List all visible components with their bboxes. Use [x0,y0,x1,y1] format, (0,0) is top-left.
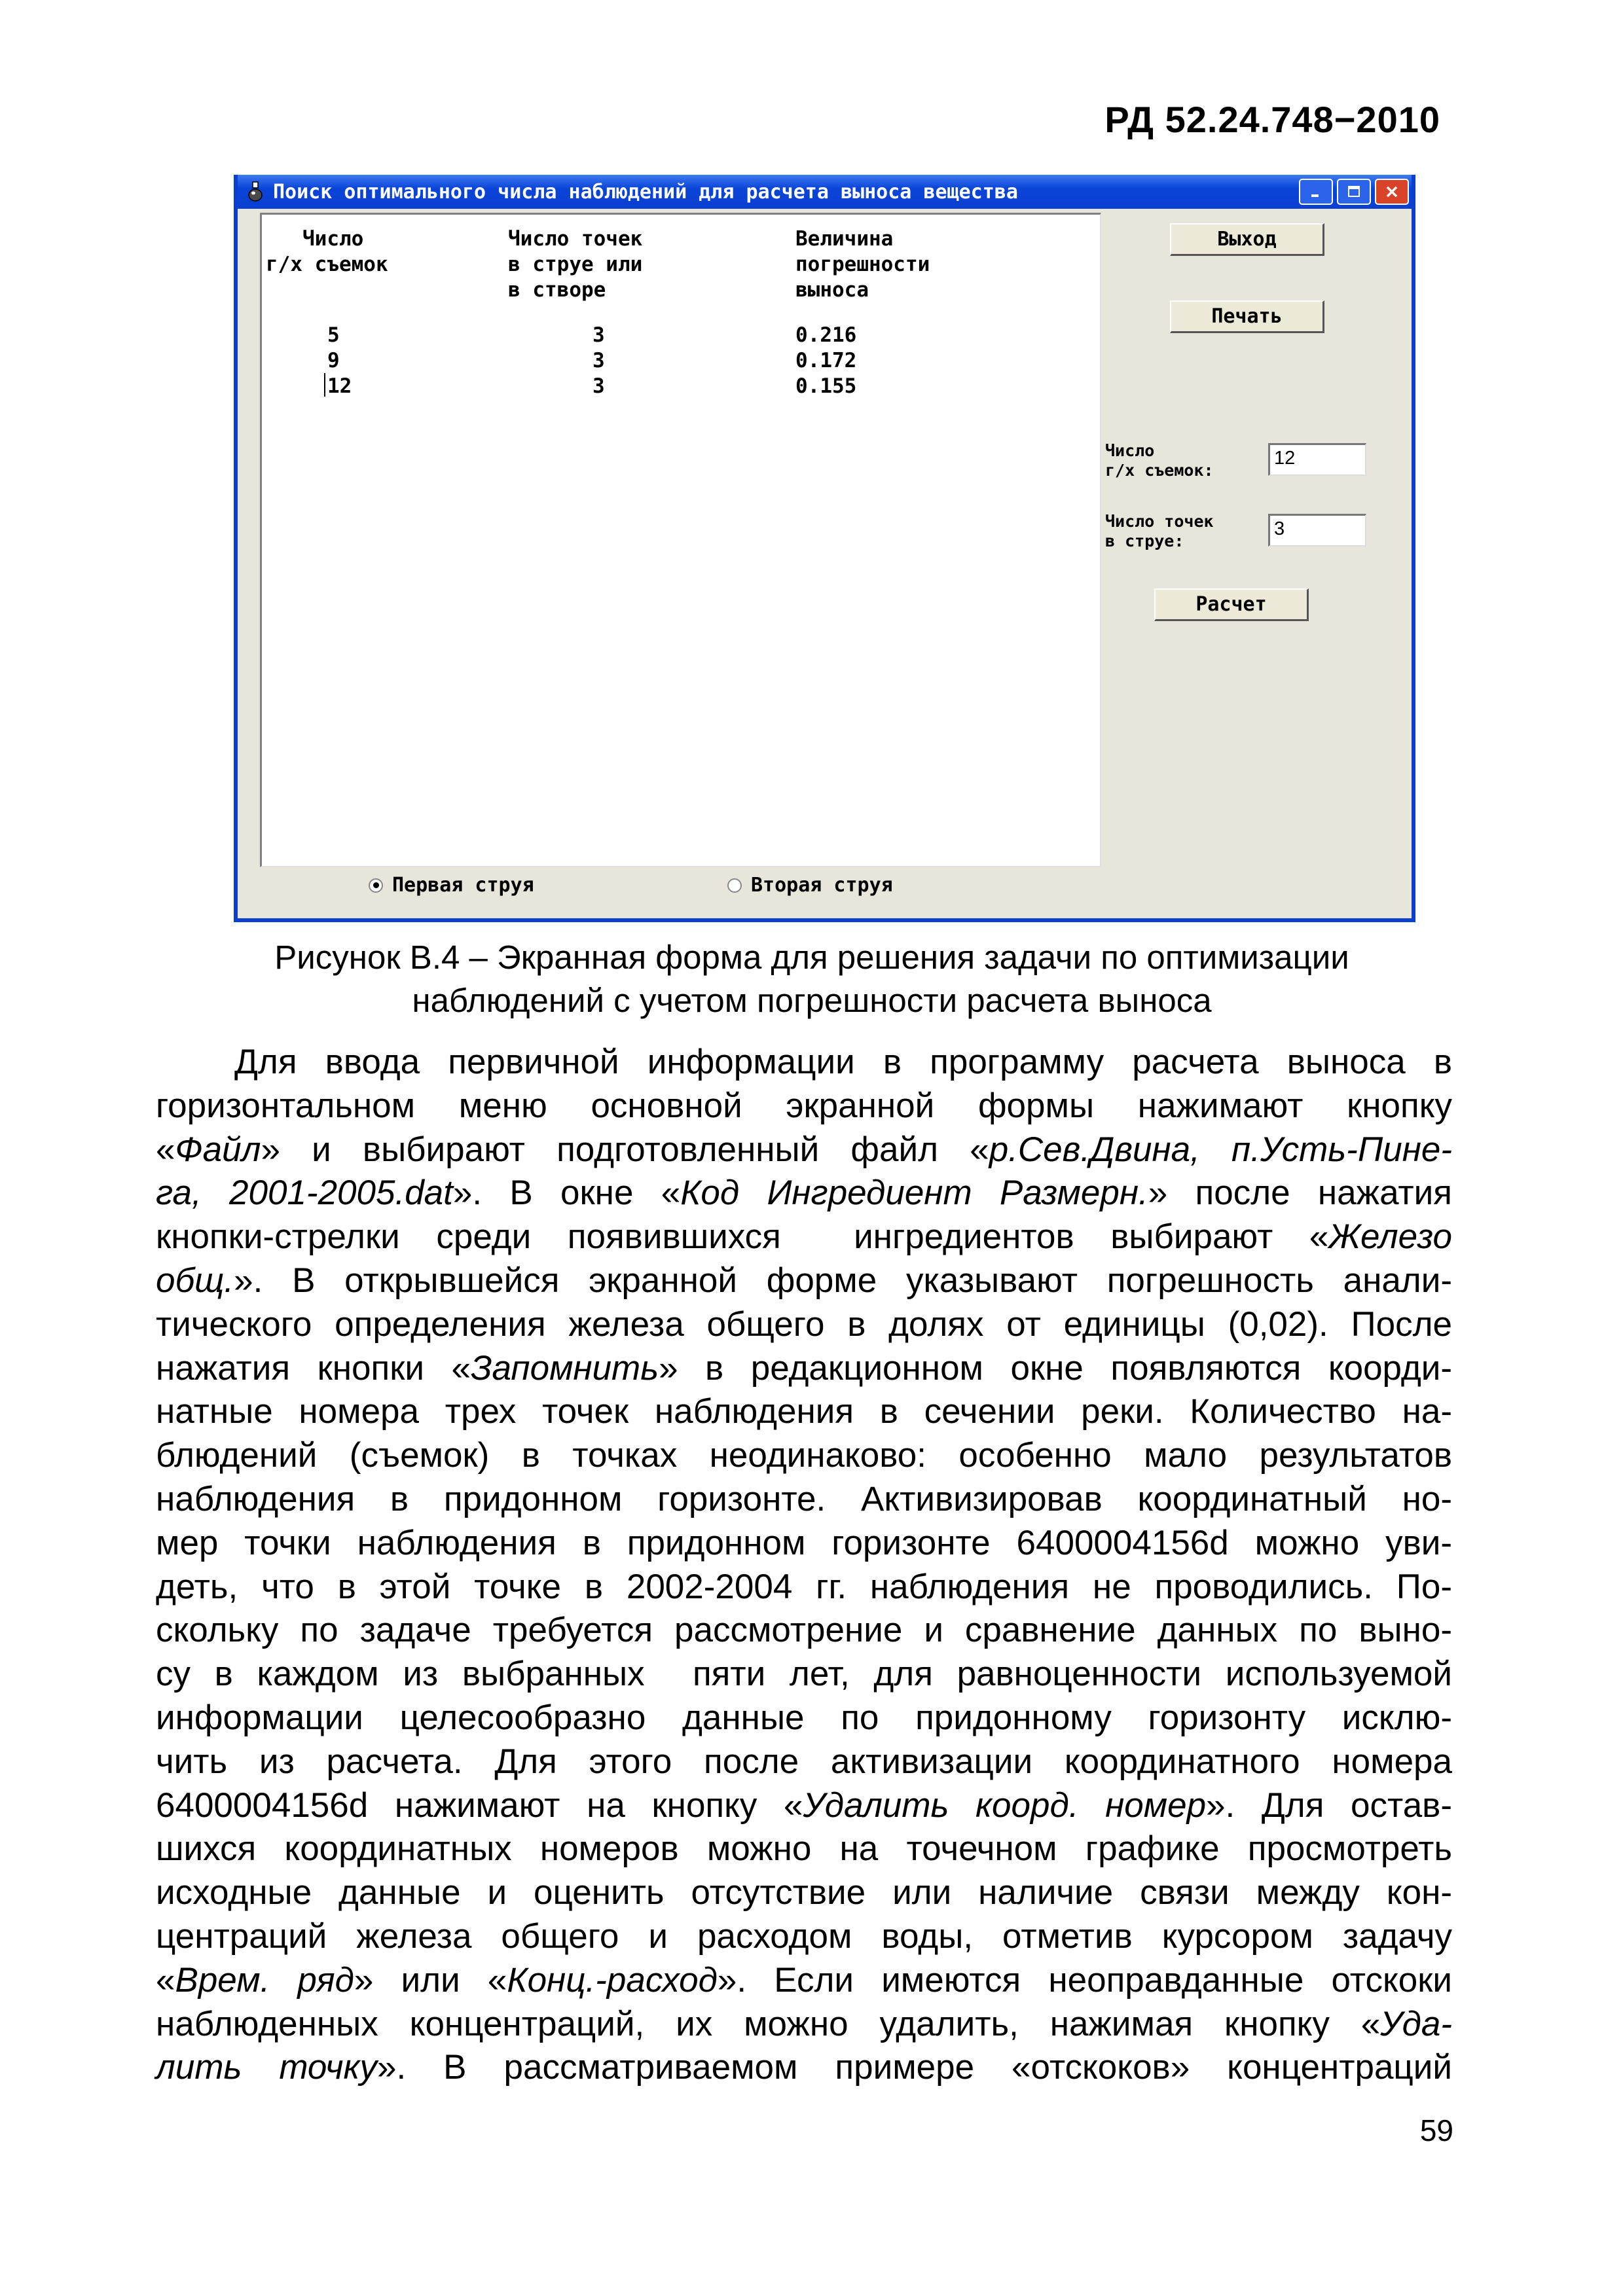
col-header-points-2 [508,252,642,278]
header-text: Число [302,227,364,251]
text-line [156,1784,1452,1828]
col-header-error-3 [795,278,869,303]
points-input[interactable]: 3 [1268,514,1366,547]
exit-button[interactable]: Выход [1170,223,1324,256]
text-line [156,1522,1452,1566]
text-line [156,1390,1452,1434]
text-line [156,1434,1452,1478]
text-segment: » в редакционном окне появляются коорди- [659,1348,1452,1388]
figure-caption [157,936,1467,1022]
table-cell: 3 [593,374,605,398]
text-segment: наблюдения в придонном горизонте. Активизировав координатный но- [156,1479,1452,1518]
title-bar[interactable] [238,175,1412,209]
close-button[interactable] [1375,179,1409,205]
text-line [156,1915,1452,1959]
text-segment: 6400004156d нажимают на кнопку « [156,1785,803,1825]
caption-line-1: Рисунок В.4 – Экранная форма для решения задачи по оптимизации [274,939,1349,976]
text-segment: исходные данные и оценить отсутствие или наличие связи между кон- [156,1873,1452,1912]
italic-text: лить точку [156,2048,377,2087]
maximize-button[interactable] [1337,179,1371,205]
table-cell: 12 [327,374,352,398]
table-cell: 3 [593,323,605,347]
text-segment: нажатия кнопки « [156,1348,471,1388]
window-client [238,209,1412,918]
text-line [156,1566,1452,1609]
col-header-error [795,226,893,252]
text-segment: мер точки наблюдения в придонном горизонте 6400004156d можно уви- [156,1523,1452,1562]
text-segment: » после нажатия [1148,1174,1452,1213]
print-button[interactable]: Печать [1170,300,1324,333]
caption-line-2: наблюдений с учетом погрешности расчета выноса [412,982,1212,1019]
text-line [156,1696,1452,1740]
table-cell: 0.155 [795,374,857,398]
italic-text: Запомнить [471,1348,659,1388]
table-cell: 0.216 [795,323,857,347]
text-segment: » или « [354,1960,507,2000]
text-line [156,1347,1452,1391]
table-cell: 5 [327,323,340,347]
text-segment: шихся координатных номеров можно на точечном графике просмотреть [156,1829,1452,1869]
text-segment: натные номера трех точек наблюдения в сечении реки. Количество на- [156,1392,1452,1431]
text-line [156,1827,1452,1871]
text-line [156,2003,1452,2047]
italic-text: Код Ингредиент Размерн. [680,1174,1148,1213]
text-segment: блюдений (съемок) в точках неодинаково: особенно мало результатов [156,1436,1452,1475]
text-line [156,1740,1452,1784]
surveys-input[interactable]: 12 [1268,443,1366,476]
italic-text: Файл [175,1130,261,1169]
text-line [156,1871,1452,1915]
maximize-icon [1346,184,1362,200]
col-header-points-3 [508,278,606,303]
text-segment: наблюденных концентраций, их можно удалить, нажимая кнопку « [156,2004,1381,2043]
text-line [156,1041,1452,1085]
text-segment: информации целесообразно данные по придонному горизонту исклю- [156,1698,1452,1737]
radio-second-label: Вторая струя [751,874,893,897]
text-segment: ». Если имеются неоправданные отскоки [717,1960,1452,2000]
table-cell: 3 [593,349,605,372]
surveys-label: Число г/х съемок: [1105,441,1214,480]
italic-text: р.Сев.Двина, п.Усть-Пине- [989,1130,1452,1169]
text-line [156,1303,1452,1347]
text-segment: ». В рассматриваемом примере «отскоков» концентраций [376,2048,1452,2087]
header-text: в створе [508,278,606,302]
radio-first-stream[interactable] [369,874,534,897]
text-line [156,1609,1452,1653]
text-line [156,1959,1452,2003]
minimize-icon [1308,184,1324,200]
header-text: Число точек [508,227,643,251]
text-segment: ». В открывшейся экранной форме указывают погрешность анали- [234,1261,1452,1300]
calculate-button[interactable]: Расчет [1154,588,1309,621]
text-segment: тического определения железа общего в долях от единицы (0,02). После [156,1304,1452,1344]
italic-text: Конц.-расход [507,1960,718,2000]
table-cell: 0.172 [795,349,857,372]
app-window [234,175,1415,922]
text-line [156,1653,1452,1696]
col-header-error-2 [795,252,930,278]
text-line [156,1085,1452,1128]
header-text: г/х съемок [266,253,388,276]
minimize-button[interactable] [1299,179,1333,205]
header-text: Величина [795,227,894,251]
page-number: 59 [1419,2113,1453,2147]
app-icon [246,181,265,203]
italic-text: га, 2001-2005.dat [156,1174,453,1213]
header-text: погрешности [795,253,930,276]
text-line [156,1172,1452,1215]
italic-text: общ. [156,1261,234,1300]
radio-second-stream[interactable] [727,874,893,897]
text-caret [324,373,325,397]
close-icon [1384,184,1400,200]
col-header-surveys [302,226,363,252]
italic-text: Железо [1328,1217,1452,1257]
text-line [156,1478,1452,1522]
text-segment: « [156,1130,175,1169]
radio-first-label: Первая струя [392,874,534,897]
radio-checked-icon [369,878,383,893]
results-memo[interactable] [260,213,1101,867]
text-line [156,1215,1452,1259]
text-segment: » и выбирают подготовленный файл « [261,1130,989,1169]
text-segment: горизонтальном меню основной экранной формы нажимают кнопку [156,1086,1452,1125]
col-header-points [508,226,642,252]
text-segment: ». Для остав- [1206,1785,1452,1825]
document-code: РД 52.24.748−2010 [1104,99,1440,140]
italic-text: Уда- [1380,2004,1452,2043]
text-line [156,1128,1452,1172]
text-segment: скольку по задаче требуется рассмотрение и сравнение данных по выно- [156,1611,1452,1650]
text-segment: центраций железа общего и расходом воды, отметив курсором задачу [156,1916,1452,1956]
text-line [156,1259,1452,1303]
body-paragraph [156,1041,1452,2090]
header-text: в струе или [508,253,643,276]
italic-text: Удалить коорд. номер [803,1785,1207,1825]
text-segment: Для ввода первичной информации в программу расчета выноса в [234,1043,1452,1081]
table-cell: 9 [327,349,340,372]
col-header-surveys-2 [266,252,388,278]
text-segment: чить из расчета. Для этого после активизации координатного номера [156,1742,1452,1781]
text-segment: ». В окне « [452,1174,681,1213]
text-segment: деть, что в этой точке в 2002-2004 гг. наблюдения не проводились. По- [156,1567,1452,1606]
text-segment: « [156,1960,175,2000]
radio-unchecked-icon [727,878,742,893]
italic-text: Врем. ряд [175,1960,354,2000]
header-text: выноса [795,278,869,302]
text-segment: кнопки-стрелки среди появившихся ингредиентов выбирают « [156,1217,1329,1257]
text-line [156,2046,1452,2090]
window-title: Поиск оптимального числа наблюдений для расчета выноса вещества [273,180,1018,204]
text-segment: су в каждом из выбранных пяти лет, для равноценности используемой [156,1655,1452,1694]
points-label: Число точек в струе: [1105,512,1214,550]
